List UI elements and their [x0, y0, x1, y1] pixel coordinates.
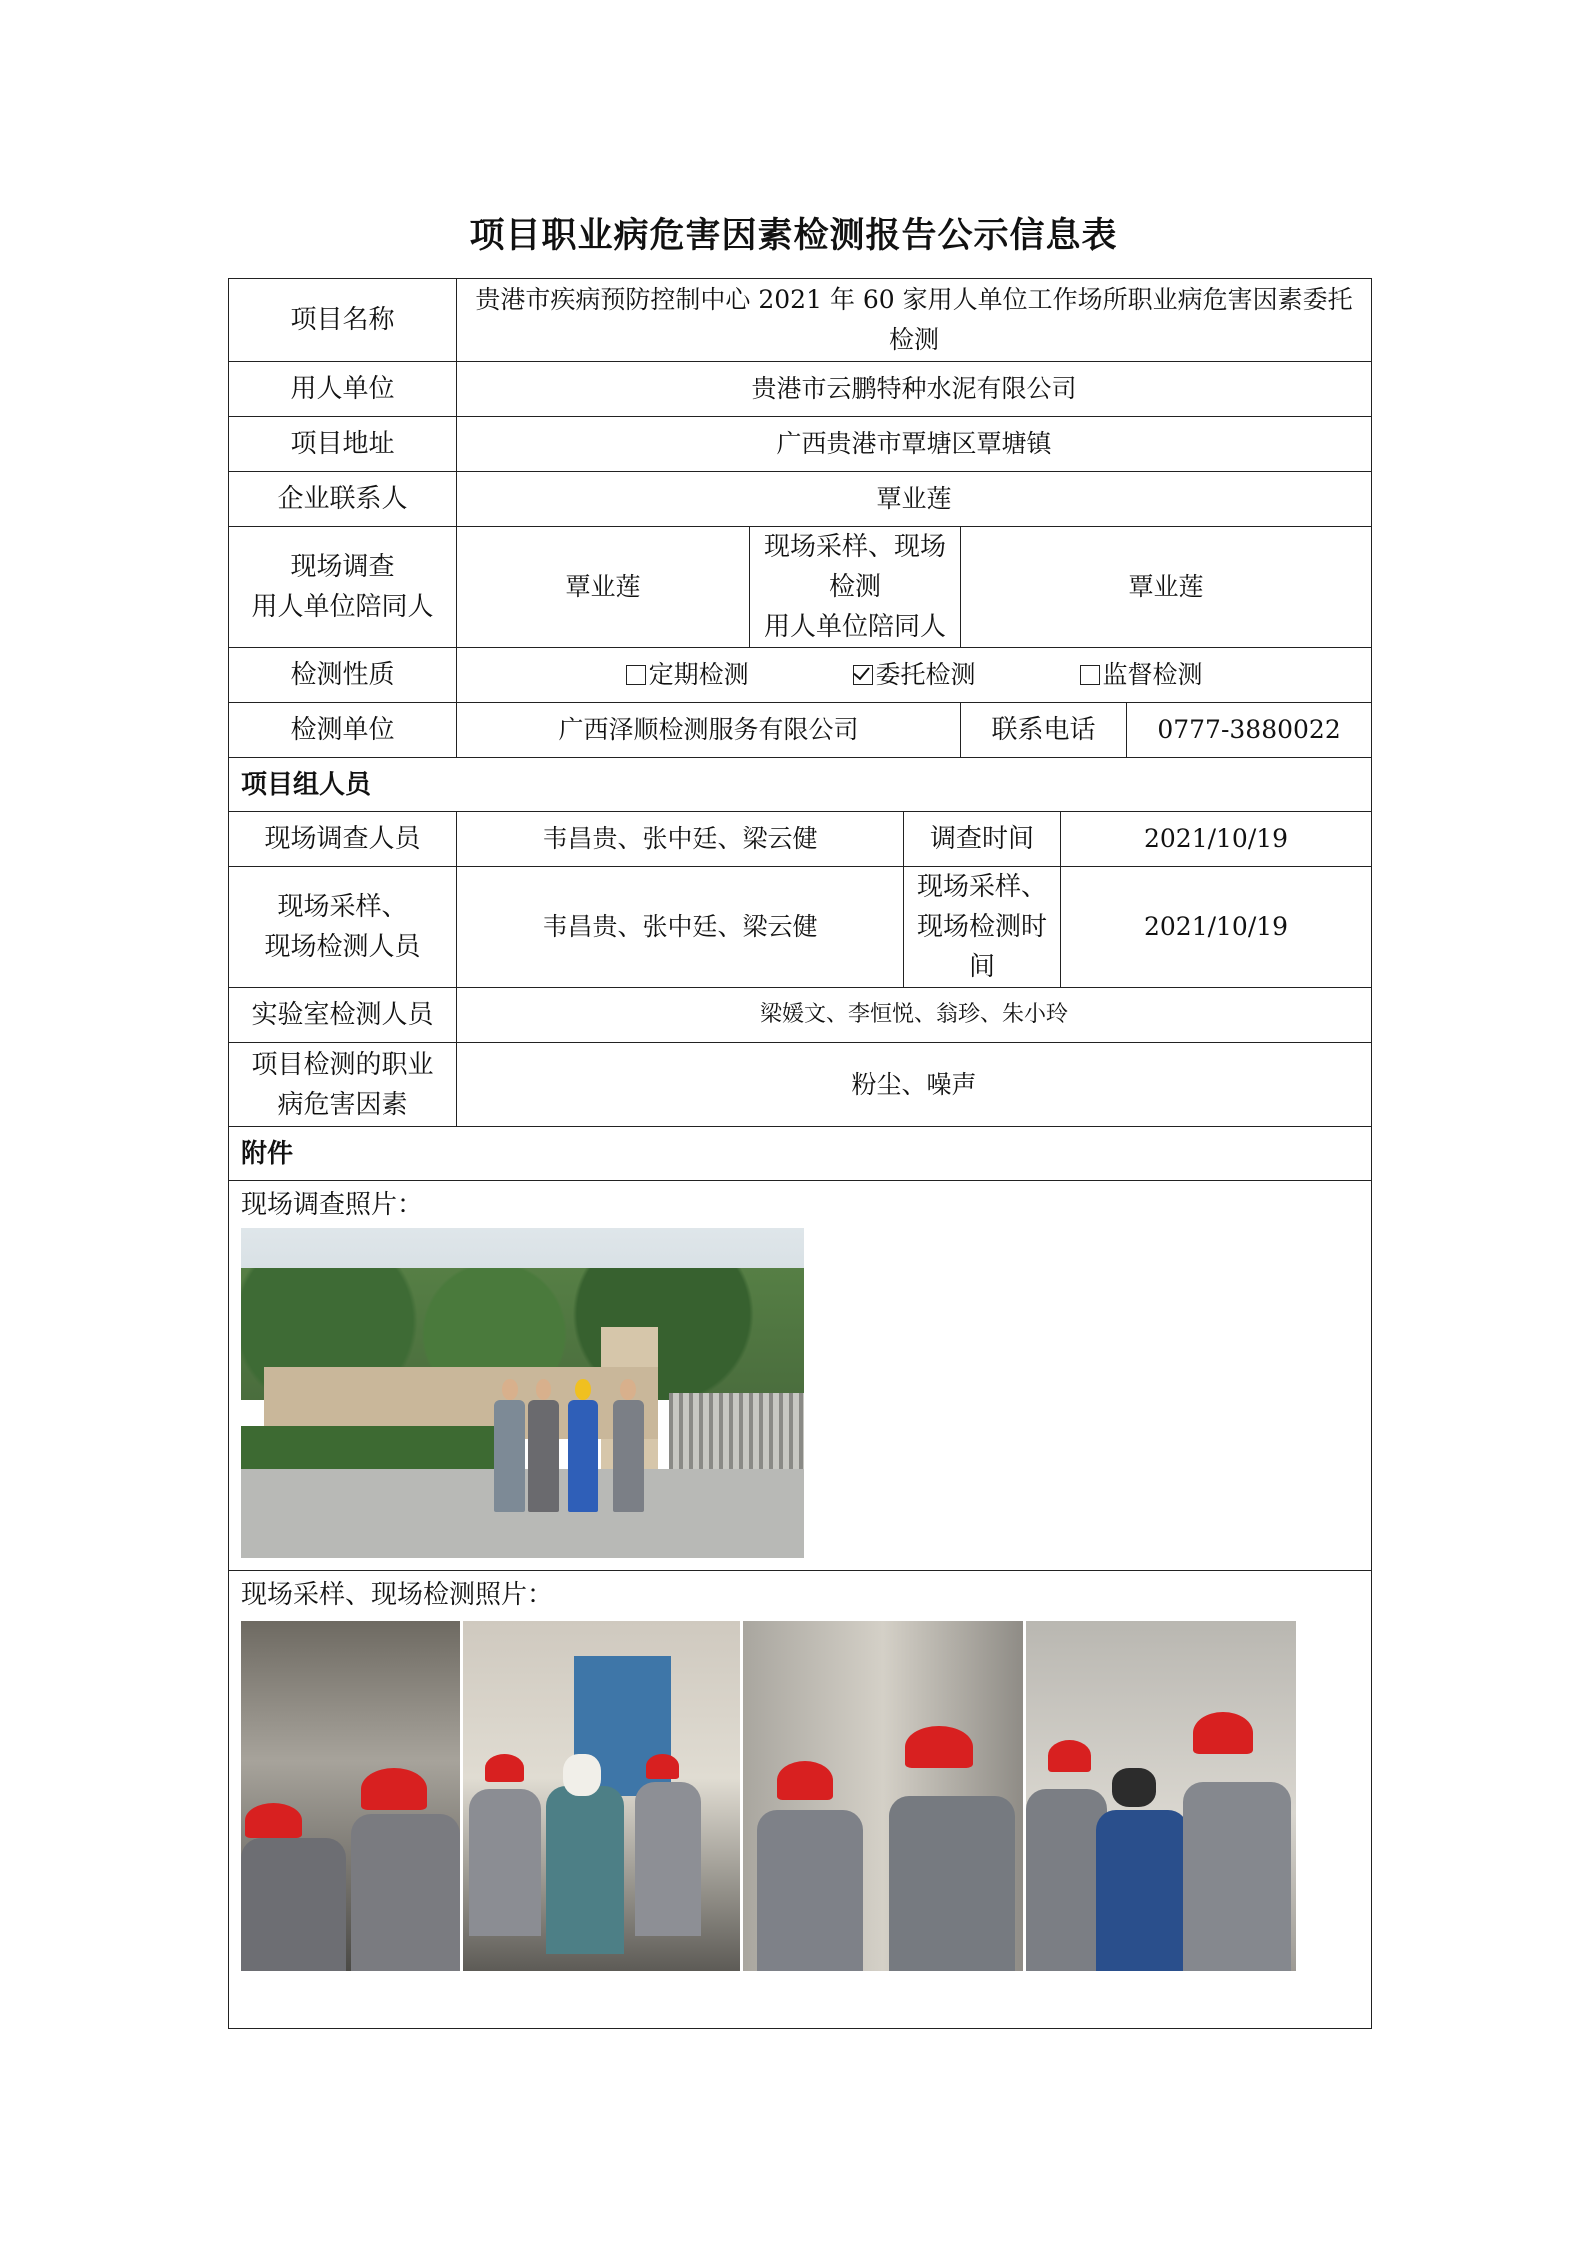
survey-staff-value: 韦昌贵、张中廷、梁云健 — [457, 812, 904, 867]
address-label: 项目地址 — [229, 417, 457, 472]
sampling-photo-2 — [463, 1621, 740, 1971]
nature-option-commissioned[interactable]: 委托检测 — [853, 655, 976, 695]
nature-options — [457, 648, 1372, 703]
sampling-photo-strip — [241, 1621, 1359, 1991]
survey-accompany-value: 覃业莲 — [457, 527, 750, 648]
sampling-accompany-label: 现场采样、现场检测 用人单位陪同人 — [750, 527, 961, 648]
sampling-photo-1 — [241, 1621, 460, 1971]
contact-label: 企业联系人 — [229, 472, 457, 527]
sampling-time-value: 2021/10/19 — [1061, 867, 1372, 988]
sampling-staff-label: 现场采样、 现场检测人员 — [229, 867, 457, 988]
team-section-heading: 项目组人员 — [229, 758, 1372, 812]
contact-value: 覃业莲 — [457, 472, 1372, 527]
survey-accompany-label: 现场调查 用人单位陪同人 — [229, 527, 457, 648]
survey-staff-label: 现场调查人员 — [229, 812, 457, 867]
checkbox-unchecked-icon — [626, 665, 646, 685]
lab-staff-label: 实验室检测人员 — [229, 988, 457, 1043]
phone-value: 0777-3880022 — [1127, 703, 1372, 758]
page-title: 项目职业病危害因素检测报告公示信息表 — [469, 215, 1118, 256]
sampling-staff-value: 韦昌贵、张中廷、梁云健 — [457, 867, 904, 988]
nature-label: 检测性质 — [229, 648, 457, 703]
sampling-photo-caption: 现场采样、现场检测照片： — [241, 1580, 554, 1610]
checkbox-checked-icon — [853, 665, 873, 685]
agency-label: 检测单位 — [229, 703, 457, 758]
sampling-photo-3 — [743, 1621, 1023, 1971]
survey-photo-cell — [229, 1181, 1372, 1571]
sampling-photo-cell — [229, 1571, 1372, 2029]
project-name-value: 贵港市疾病预防控制中心 2021 年 60 家用人单位工作场所职业病危害因素委托检测 — [457, 279, 1372, 362]
lab-staff-value: 梁媛文、李恒悦、翁珍、朱小玲 — [457, 988, 1372, 1043]
employer-label: 用人单位 — [229, 362, 457, 417]
agency-value: 广西泽顺检测服务有限公司 — [457, 703, 961, 758]
sampling-accompany-value: 覃业莲 — [961, 527, 1372, 648]
sampling-time-label: 现场采样、 现场检测时间 — [904, 867, 1061, 988]
attachments-section-heading: 附件 — [229, 1127, 1372, 1181]
checkbox-unchecked-icon — [1080, 665, 1100, 685]
survey-time-label: 调查时间 — [904, 812, 1061, 867]
hazards-label: 项目检测的职业 病危害因素 — [229, 1043, 457, 1127]
address-value: 广西贵港市覃塘区覃塘镇 — [457, 417, 1372, 472]
survey-photo-caption: 现场调查照片： — [241, 1190, 424, 1220]
nature-option-supervisory[interactable]: 监督检测 — [1080, 655, 1203, 695]
info-table — [228, 278, 1372, 2029]
phone-label: 联系电话 — [961, 703, 1127, 758]
nature-option-periodic[interactable]: 定期检测 — [626, 655, 749, 695]
survey-site-photo — [241, 1228, 804, 1558]
survey-time-value: 2021/10/19 — [1061, 812, 1372, 867]
employer-value: 贵港市云鹏特种水泥有限公司 — [457, 362, 1372, 417]
sampling-photo-4 — [1026, 1621, 1296, 1971]
hazards-value: 粉尘、噪声 — [457, 1043, 1372, 1127]
project-name-label: 项目名称 — [229, 279, 457, 362]
